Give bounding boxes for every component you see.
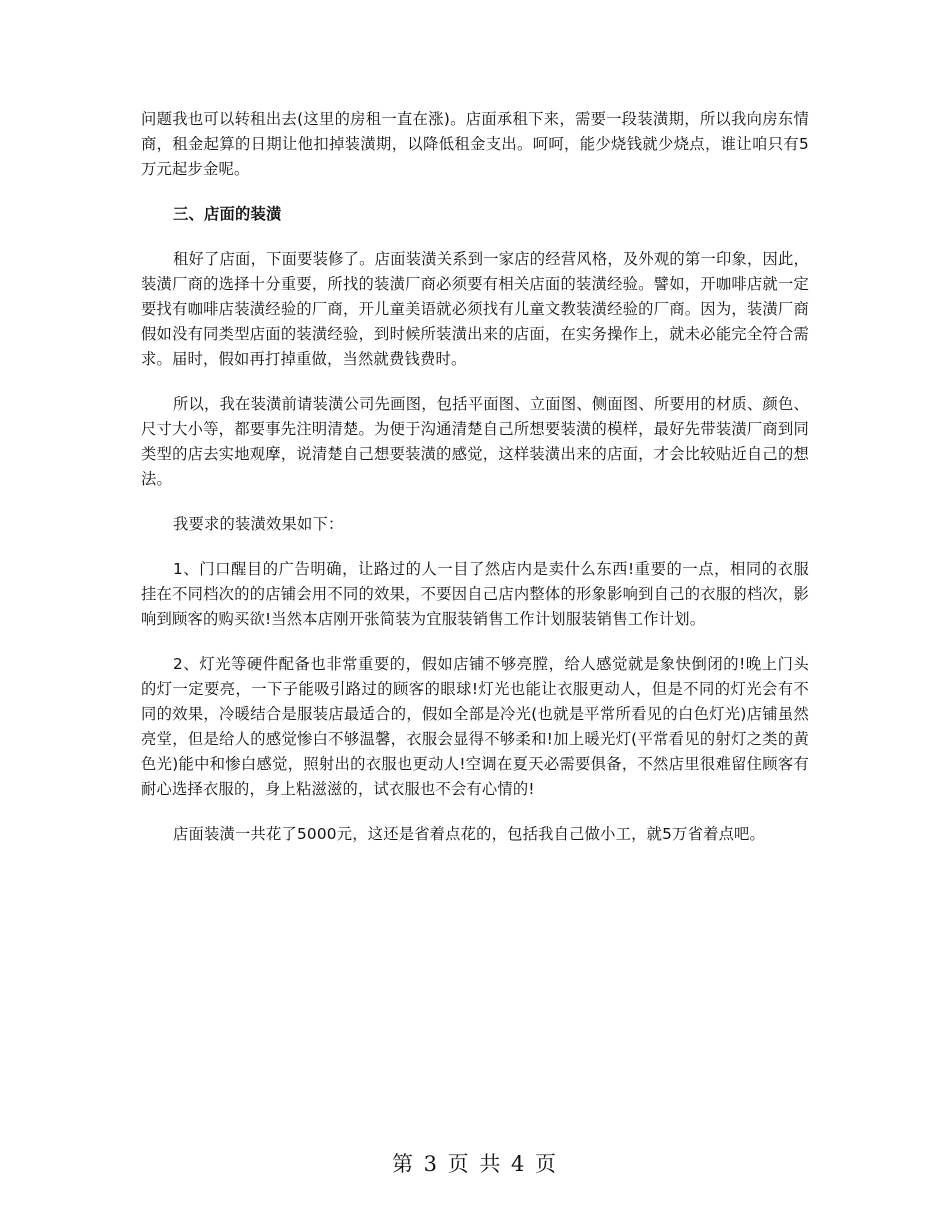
document-body [141,107,809,867]
paragraph-requirement-1: 1、门口醒目的广告明确，让路过的人一目了然店内是卖什么东西!重要的一点，相同的衣服挂在不同档次的的店铺会用不同的效果，不要因自己店内整体的形象影响到自己的衣服的档次，影响到顾客的购买欲!当然本店刚开张简装为宜服装销售工作计划服装销售工作计划。 [141,560,809,628]
paragraph-design-drawings: 所以，我在装潢前请装潢公司先画图，包括平面图、立面图、侧面图、所要用的材质、颜色、尺寸大小等，都要事先注明清楚。为便于沟通清楚自己所想要装潢的模样，最好先带装潢厂商到同类型的店去实地观摩，说清楚自己想要装潢的感觉，这样装潢出来的店面，才会比较贴近自己的想法。 [141,395,809,488]
paragraph-continuation: 问题我也可以转租出去(这里的房租一直在涨)。店面承租下来，需要一段装潢期，所以我向房东情商，租金起算的日期让他扣掉装潢期，以降低租金支出。呵呵，能少烧钱就少烧点，谁让咱只有5万元起步金呢。 [141,110,809,178]
paragraph-requirement-2: 2、灯光等硬件配备也非常重要的，假如店铺不够亮膛，给人感觉就是象快倒闭的!晚上门头的灯一定要亮，一下子能吸引路过的顾客的眼球!灯光也能让衣服更动人，但是不同的灯光会有不同的效果，冷暖结合是服装店最适合的，假如全部是冷光(也就是平常所看见的白色灯光)店铺虽然亮堂，但是给人的感觉惨白不够温馨，衣服会显得不够柔和!加上暖光灯(平常看见的射灯之类的黄色光)能中和惨白感觉，照射出的衣服也更动人!空调在夏天必需要俱备，不然店里很难留住顾客有耐心选择衣服的，身上粘滋滋的，试衣服也不会有心情的! [141,655,809,798]
paragraph-renovation-intro: 租好了店面，下面要装修了。店面装潢关系到一家店的经营风格，及外观的第一印象，因此，装潢厂商的选择十分重要，所找的装潢厂商必须要有相关店面的装潢经验。譬如，开咖啡店就一定要找有咖啡店装潢经验的厂商，开儿童美语就必须找有儿童文教装潢经验的厂商。因为，装潢厂商假如没有同类型店面的装潢经验，到时候所装潢出来的店面，在实务操作上，就未必能完全符合需求。届时，假如再打掉重做，当然就费钱费时。 [141,250,809,368]
page-number-footer: 第 3 页 共 4 页 [391,1152,559,1176]
paragraph-cost-summary: 店面装潢一共花了5000元，这还是省着点花的，包括我自己做小工，就5万省着点吧。 [173,825,766,843]
paragraph-requirements-intro: 我要求的装潢效果如下： [173,515,344,533]
section-heading: 三、店面的装潢 [173,205,282,223]
